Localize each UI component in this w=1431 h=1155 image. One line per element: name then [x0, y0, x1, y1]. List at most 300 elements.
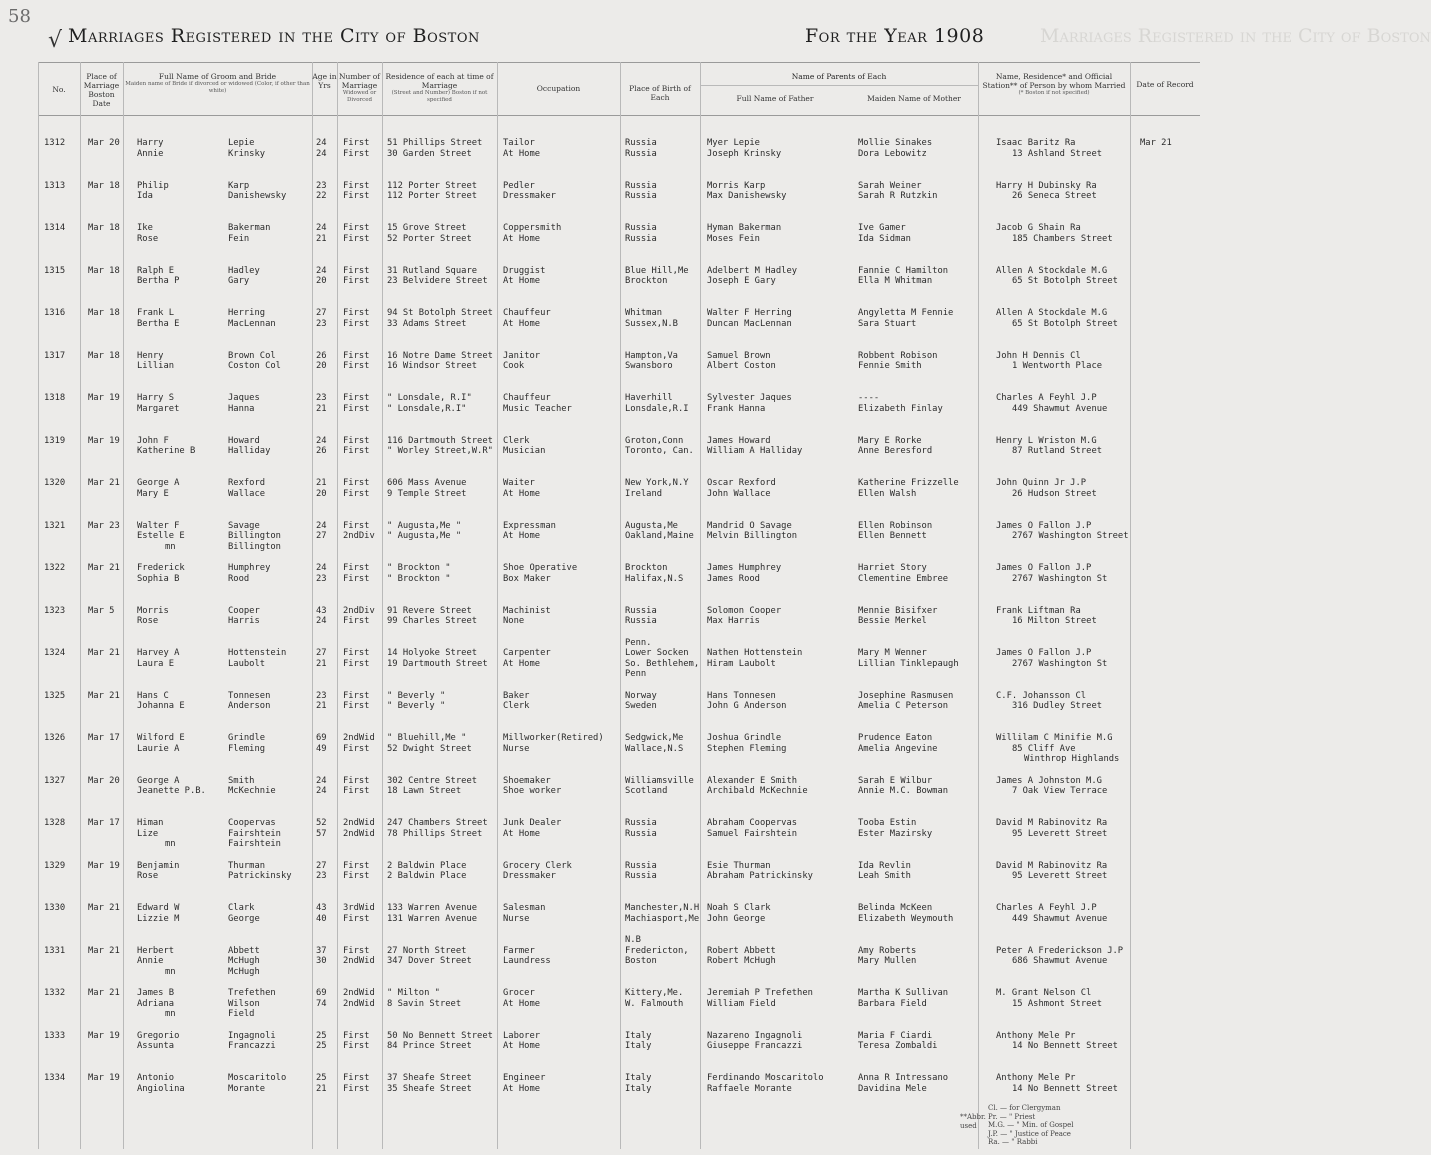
cell-mother: Dora Lebowitz: [858, 148, 927, 159]
cell-res: " Augusta,Me ": [387, 531, 462, 541]
cell-res: 52 Porter Street: [387, 233, 472, 244]
record-number: 1322: [44, 563, 66, 573]
table-row: [0, 601, 1200, 644]
cell-last: Lepie: [228, 138, 255, 148]
cell-mother: Mollie Sinakes: [858, 138, 933, 148]
cell-occ: Musician: [503, 446, 546, 456]
cell-occ: Engineer: [503, 1073, 546, 1083]
legend-line: Cl. — for Clergyman: [988, 1104, 1061, 1112]
cell-res: 37 Sheafe Street: [387, 1073, 472, 1083]
cell-mother: ----: [858, 393, 880, 403]
cell-mother: Ellen Robinson: [858, 520, 933, 531]
cell-last: Herring: [228, 308, 266, 318]
table-row: [0, 637, 1200, 686]
cell-first: Assunta: [137, 1041, 175, 1051]
col-header-occupation: Occupation: [536, 84, 581, 93]
cell-father: Walter F Herring: [707, 308, 792, 318]
cell-occ: Chauffeur: [503, 308, 551, 318]
cell-father: Frank Hanna: [707, 403, 766, 414]
cell-age: 25: [316, 1073, 327, 1083]
cell-mother: Davidina Mele: [858, 1083, 927, 1094]
cell-birth: Blue Hill,Me: [625, 265, 689, 276]
cell-last: Hadley: [228, 265, 260, 276]
cell-mother: Tooba Estin: [858, 818, 917, 828]
cell-occ: Shoe Operative: [503, 563, 578, 573]
cell-birth: Russia: [625, 148, 657, 159]
cell-first: Hans C: [137, 690, 169, 701]
cell-father: Giuseppe Francazzi: [707, 1041, 803, 1051]
cell-first: Henry: [137, 350, 164, 361]
cell-last: MacLennan: [228, 318, 276, 329]
cell-last: Howard: [228, 435, 260, 446]
cell-father: Melvin Billington: [707, 531, 798, 541]
cell-age: 24: [316, 148, 327, 159]
col-header-number-label: Number of Marriage: [338, 72, 380, 90]
register-title: Marriages Registered in the City of Boston: [68, 25, 480, 47]
cell-marr: 2ndDiv: [343, 605, 375, 616]
cell-mother: Leah Smith: [858, 871, 911, 881]
cell-mother: Elizabeth Weymouth: [858, 913, 954, 924]
cell-birth: Manchester,N.H: [625, 903, 700, 913]
cell-last: Bakerman: [228, 223, 271, 233]
cell-mother: Harriet Story: [858, 563, 927, 573]
cell-last: Rexford: [228, 478, 266, 488]
cell-last: Morante: [228, 1083, 266, 1094]
cell-mother: Fannie C Hamilton: [858, 265, 949, 276]
cell-occ: Waiter: [503, 478, 535, 488]
cell-father: Adelbert M Hadley: [707, 265, 798, 276]
cell-officiant: James O Fallon J.P: [996, 648, 1092, 658]
table-row: [0, 898, 1200, 941]
cell-birth: Russia: [625, 616, 657, 626]
cell-first: Angiolina: [137, 1083, 185, 1094]
cell-birth: Toronto, Can.: [625, 446, 694, 456]
record-number: 1333: [44, 1030, 66, 1041]
cell-father: John G Anderson: [707, 701, 787, 711]
cell-mother: Angyletta M Fennie: [858, 308, 954, 318]
cell-officiant: David M Rabinovitz Ra: [996, 860, 1108, 871]
cell-last: Moscaritolo: [228, 1073, 287, 1083]
col-header-number: [337, 72, 382, 104]
cell-marr: First: [343, 658, 370, 669]
cell-marr: First: [343, 743, 370, 754]
cell-birth: Haverhill: [625, 393, 673, 403]
cell-officiant: John H Dennis Cl: [996, 350, 1081, 361]
parents-header-rule: [700, 85, 978, 86]
cell-res: " Milton ": [387, 988, 440, 998]
cell-marr: First: [343, 488, 370, 499]
cell-age: 26: [316, 350, 327, 361]
cell-father: Robert Abbett: [707, 945, 776, 956]
table-row: [0, 516, 1200, 559]
cell-officiant: 1 Wentworth Place: [1012, 361, 1103, 371]
cell-birth: Sedgwick,Me: [625, 733, 684, 743]
marriage-date: Mar 17: [88, 818, 120, 828]
record-number: 1321: [44, 520, 66, 531]
cell-occ: Nurse: [503, 913, 530, 924]
cell-res: 23 Belvidere Street: [387, 276, 488, 286]
cell-first: Morris: [137, 605, 169, 616]
cell-officiant: Allen A Stockdale M.G: [996, 308, 1108, 318]
cell-first: Wilford E: [137, 733, 185, 743]
cell-officiant: 449 Shawmut Avenue: [1012, 403, 1108, 414]
marriage-date: Mar 21: [88, 478, 120, 488]
cell-father: Raffaele Morante: [707, 1083, 792, 1094]
cell-mother: Ella M Whitman: [858, 276, 933, 286]
table-row: [0, 431, 1200, 474]
cell-marr: First: [343, 871, 370, 881]
col-header-residence-sub: (Street and Number) Boston if not specified: [391, 90, 488, 103]
cell-birth: Italy: [625, 1030, 652, 1041]
cell-last: Cooper: [228, 605, 260, 616]
cell-father: William A Halliday: [707, 446, 803, 456]
cell-first: Walter F: [137, 520, 180, 531]
cell-mother: Lillian Tinklepaugh: [858, 658, 959, 669]
cell-first: Laura E: [137, 658, 175, 669]
cell-occ: Farmer: [503, 945, 535, 956]
cell-marr: First: [343, 393, 370, 403]
cell-father: Morris Karp: [707, 180, 766, 191]
cell-birth: Williamsville: [625, 775, 694, 786]
cell-last: Fairshtein: [228, 839, 281, 849]
cell-father: Albert Coston: [707, 361, 776, 371]
cell-marr: First: [343, 616, 370, 626]
cell-mother: Ive Gamer: [858, 223, 906, 233]
record-number: 1315: [44, 265, 66, 276]
cell-officiant: 15 Ashmont Street: [1012, 998, 1103, 1009]
cell-last: McHugh: [228, 966, 260, 977]
cell-last: Smith: [228, 775, 255, 786]
cell-father: Nathen Hottenstein: [707, 648, 803, 658]
col-header-residence-label: Residence of each at time of Marriage: [385, 72, 494, 90]
legend-abbr-label: **Abbr. used: [960, 1113, 986, 1130]
cell-father: Hyman Bakerman: [707, 223, 782, 233]
table-row: [0, 218, 1200, 261]
cell-officiant: 87 Rutland Street: [1012, 446, 1103, 456]
marriage-date: Mar 20: [88, 138, 120, 148]
cell-age: 24: [316, 775, 327, 786]
cell-first: Antonio: [137, 1073, 175, 1083]
cell-last: Hanna: [228, 403, 255, 414]
cell-mother: Robbent Robison: [858, 350, 938, 361]
table-row: [0, 558, 1200, 601]
cell-marr: First: [343, 1030, 370, 1041]
cell-first: Himan: [137, 818, 164, 828]
cell-mother: Mary M Wenner: [858, 648, 927, 658]
cell-res: " Brockton ": [387, 563, 451, 573]
cell-last: Fein: [228, 233, 250, 244]
cell-mother: Sarah E Wilbur: [858, 775, 933, 786]
cell-res: 133 Warren Avenue: [387, 903, 478, 913]
marriage-date: Mar 21: [88, 648, 120, 658]
cell-first: George A: [137, 478, 180, 488]
cell-res: 18 Lawn Street: [387, 786, 462, 796]
marriage-date: Mar 21: [88, 988, 120, 998]
cell-father: Hans Tonnesen: [707, 690, 776, 701]
record-number: 1312: [44, 138, 66, 148]
cell-first: Gregorio: [137, 1030, 180, 1041]
table-row: [0, 935, 1200, 984]
cell-marr: First: [343, 318, 370, 329]
cell-officiant: Henry L Wriston M.G: [996, 435, 1097, 446]
cell-officiant: Allen A Stockdale M.G: [996, 265, 1108, 276]
cell-marr: First: [343, 265, 370, 276]
cell-occ: Junk Dealer: [503, 818, 562, 828]
marriage-records: [0, 133, 1200, 1111]
cell-officiant: 14 No Bennett Street: [1012, 1083, 1118, 1094]
record-number: 1317: [44, 350, 66, 361]
record-number: 1332: [44, 988, 66, 998]
cell-occ: At Home: [503, 1041, 541, 1051]
cell-officiant: 65 St Botolph Street: [1012, 276, 1118, 286]
cell-last: Anderson: [228, 701, 271, 711]
cell-marr: First: [343, 276, 370, 286]
cell-mother: Maria F Ciardi: [858, 1030, 933, 1041]
cell-marr: First: [343, 1083, 370, 1094]
cell-marr: 2ndWid: [343, 998, 375, 1009]
cell-first: Margaret: [137, 403, 180, 414]
cell-birth: Russia: [625, 138, 657, 148]
cell-first: Rose: [137, 616, 159, 626]
cell-mother: Clementine Embree: [858, 573, 949, 584]
cell-res: 27 North Street: [387, 945, 467, 956]
cell-first: Ida: [137, 191, 153, 201]
cell-first: Bertha E: [137, 318, 180, 329]
cell-officiant: 95 Leverett Street: [1012, 828, 1108, 839]
cell-first: Benjamin: [137, 860, 180, 871]
cell-father: Joseph E Gary: [707, 276, 776, 286]
table-row: [0, 303, 1200, 346]
cell-officiant: 2767 Washington Street: [1012, 531, 1129, 541]
cell-age: 24: [316, 616, 327, 626]
cell-father: Alexander E Smith: [707, 775, 798, 786]
cell-marr: First: [343, 148, 370, 159]
cell-birth: Whitman: [625, 308, 663, 318]
cell-first: mn: [165, 541, 176, 552]
cell-res: 31 Rutland Square: [387, 265, 478, 276]
cell-age: 22: [316, 191, 327, 201]
margin-check-mark: √: [48, 28, 63, 53]
cell-mother: Mary E Rorke: [858, 435, 922, 446]
cell-age: 21: [316, 478, 327, 488]
cell-age: 40: [316, 913, 327, 924]
cell-occ: Box Maker: [503, 573, 551, 584]
cell-birth: Machiasport,Me: [625, 913, 700, 924]
cell-occ: Clerk: [503, 435, 530, 446]
cell-last: Brown Col: [228, 350, 276, 361]
cell-last: George: [228, 913, 260, 924]
cell-father: Duncan MacLennan: [707, 318, 792, 329]
cell-res: 302 Centre Street: [387, 775, 478, 786]
cell-last: Wilson: [228, 998, 260, 1009]
cell-officiant: Charles A Feyhl J.P: [996, 393, 1097, 403]
cell-occ: Laborer: [503, 1030, 541, 1041]
cell-marr: 2ndWid: [343, 733, 375, 743]
table-row: [0, 728, 1200, 771]
cell-occ: Druggist: [503, 265, 546, 276]
cell-marr: First: [343, 701, 370, 711]
cell-mother: Ester Mazirsky: [858, 828, 933, 839]
cell-officiant: Anthony Mele Pr: [996, 1073, 1076, 1083]
table-row: [0, 686, 1200, 729]
cell-occ: Laundress: [503, 956, 551, 966]
cell-birth: New York,N.Y: [625, 478, 689, 488]
marriage-date: Mar 18: [88, 180, 120, 191]
record-number: 1328: [44, 818, 66, 828]
table-row: [0, 176, 1200, 219]
cell-occ: Coppersmith: [503, 223, 562, 233]
cell-father: Solomon Cooper: [707, 605, 782, 616]
cell-mother: Amelia Angevine: [858, 743, 938, 754]
cell-marr: First: [343, 350, 370, 361]
marriage-date: Mar 21: [88, 563, 120, 573]
cell-occ: Dressmaker: [503, 191, 556, 201]
cell-first: Frederick: [137, 563, 185, 573]
cell-res: 14 Holyoke Street: [387, 648, 478, 658]
legend-line: Ra. — " Rabbi: [988, 1138, 1038, 1147]
cell-father: Abraham Coopervas: [707, 818, 798, 828]
cell-res: 16 Notre Dame Street: [387, 350, 493, 361]
cell-mother: Elizabeth Finlay: [858, 403, 943, 414]
record-number: 1316: [44, 308, 66, 318]
cell-officiant: M. Grant Nelson Cl: [996, 988, 1092, 998]
marriage-date: Mar 19: [88, 1073, 120, 1083]
cell-last: Fleming: [228, 743, 266, 754]
cell-officiant: 7 Oak View Terrace: [1012, 786, 1108, 796]
marriage-date: Mar 21: [88, 903, 120, 913]
cell-birth: Russia: [625, 233, 657, 244]
cell-birth: Italy: [625, 1041, 652, 1051]
cell-res: " Worley Street,W.R": [387, 446, 493, 456]
cell-birth: W. Falmouth: [625, 998, 684, 1009]
cell-marr: First: [343, 403, 370, 414]
cell-birth: Russia: [625, 191, 657, 201]
cell-occ: Janitor: [503, 350, 541, 361]
cell-father: Robert McHugh: [707, 956, 776, 966]
cell-last: McKechnie: [228, 786, 276, 796]
cell-age: 27: [316, 648, 327, 658]
table-row: [0, 473, 1200, 516]
cell-marr: First: [343, 446, 370, 456]
cell-first: Mary E: [137, 488, 169, 499]
cell-occ: At Home: [503, 233, 541, 244]
record-number: 1320: [44, 478, 66, 488]
cell-birth: Fredericton,: [625, 945, 689, 956]
cell-officiant: Peter A Frederickson J.P: [996, 945, 1124, 956]
cell-father: Nazareno Ingagnoli: [707, 1030, 803, 1041]
cell-marr: 2ndWid: [343, 956, 375, 966]
cell-occ: At Home: [503, 318, 541, 329]
cell-officiant: 65 St Botolph Street: [1012, 318, 1118, 329]
cell-last: Harris: [228, 616, 260, 626]
cell-father: Oscar Rexford: [707, 478, 776, 488]
cell-res: 2 Baldwin Place: [387, 860, 467, 871]
cell-mother: Teresa Zombaldi: [858, 1041, 938, 1051]
cell-father: William Field: [707, 998, 776, 1009]
cell-age: 23: [316, 318, 327, 329]
cell-res: 33 Adams Street: [387, 318, 467, 329]
cell-res: 8 Savin Street: [387, 998, 462, 1009]
cell-age: 21: [316, 701, 327, 711]
record-number: 1325: [44, 690, 66, 701]
record-number: 1329: [44, 860, 66, 871]
cell-mother: Josephine Rasmusen: [858, 690, 954, 701]
cell-occ: Shoemaker: [503, 775, 551, 786]
header-bottom-rule: [38, 115, 1200, 116]
cell-last: Fairshtein: [228, 828, 281, 839]
cell-occ: At Home: [503, 828, 541, 839]
cell-age: 23: [316, 871, 327, 881]
cell-res: 112 Porter Street: [387, 180, 478, 191]
cell-officiant: C.F. Johansson Cl: [996, 690, 1087, 701]
cell-res: 35 Sheafe Street: [387, 1083, 472, 1094]
col-header-mother: Maiden Name of Mother: [867, 94, 961, 103]
cell-occ: Nurse: [503, 743, 530, 754]
cell-occ: At Home: [503, 148, 541, 159]
cell-last: Halliday: [228, 446, 271, 456]
cell-father: James Howard: [707, 435, 771, 446]
record-date: Mar 21: [1140, 138, 1172, 148]
cell-mother: Sarah R Rutzkin: [858, 191, 938, 201]
cell-mother: Mary Mullen: [858, 956, 917, 966]
cell-officiant: 16 Milton Street: [1012, 616, 1097, 626]
cell-age: 24: [316, 786, 327, 796]
cell-first: John F: [137, 435, 169, 446]
cell-birth: Lonsdale,R.I: [625, 403, 689, 414]
col-header-officiant: [978, 72, 1130, 97]
cell-res: " Beverly ": [387, 701, 446, 711]
cell-marr: First: [343, 191, 370, 201]
cell-mother: Annie M.C. Bowman: [858, 786, 949, 796]
cell-res: 606 Mass Avenue: [387, 478, 467, 488]
table-row: [0, 856, 1200, 899]
cell-birth: Italy: [625, 1083, 652, 1094]
cell-officiant: 185 Chambers Street: [1012, 233, 1113, 244]
cell-last: Wallace: [228, 488, 266, 499]
cell-father: Myer Lepie: [707, 138, 760, 148]
cell-first: Laurie A: [137, 743, 180, 754]
cell-marr: First: [343, 775, 370, 786]
cell-last: Savage: [228, 520, 260, 531]
cell-age: 23: [316, 573, 327, 584]
cell-first: Lize: [137, 828, 159, 839]
cell-age: 43: [316, 605, 327, 616]
cell-age: 24: [316, 138, 327, 148]
cell-age: 24: [316, 265, 327, 276]
cell-first: Bertha P: [137, 276, 180, 286]
cell-officiant: James O Fallon J.P: [996, 563, 1092, 573]
cell-mother: Ellen Walsh: [858, 488, 917, 499]
cell-occ: Expressman: [503, 520, 556, 531]
cell-occ: At Home: [503, 276, 541, 286]
cell-age: 37: [316, 945, 327, 956]
cell-occ: At Home: [503, 1083, 541, 1094]
cell-res: " Augusta,Me ": [387, 520, 462, 531]
cell-last: Humphrey: [228, 563, 271, 573]
cell-first: Philip: [137, 180, 169, 191]
cell-officiant: Winthrop Highlands: [1024, 754, 1120, 764]
cell-age: 23: [316, 180, 327, 191]
legend-line: M.G. — " Min. of Gospel: [988, 1121, 1074, 1130]
cell-first: Harry S: [137, 393, 175, 403]
table-row: [0, 388, 1200, 431]
cell-res: 19 Dartmouth Street: [387, 658, 488, 669]
marriage-date: Mar 18: [88, 308, 120, 318]
cell-mother: Bessie Merkel: [858, 616, 927, 626]
cell-last: Rood: [228, 573, 250, 584]
table-row: [0, 813, 1200, 856]
legend-lines: [988, 1104, 1074, 1147]
